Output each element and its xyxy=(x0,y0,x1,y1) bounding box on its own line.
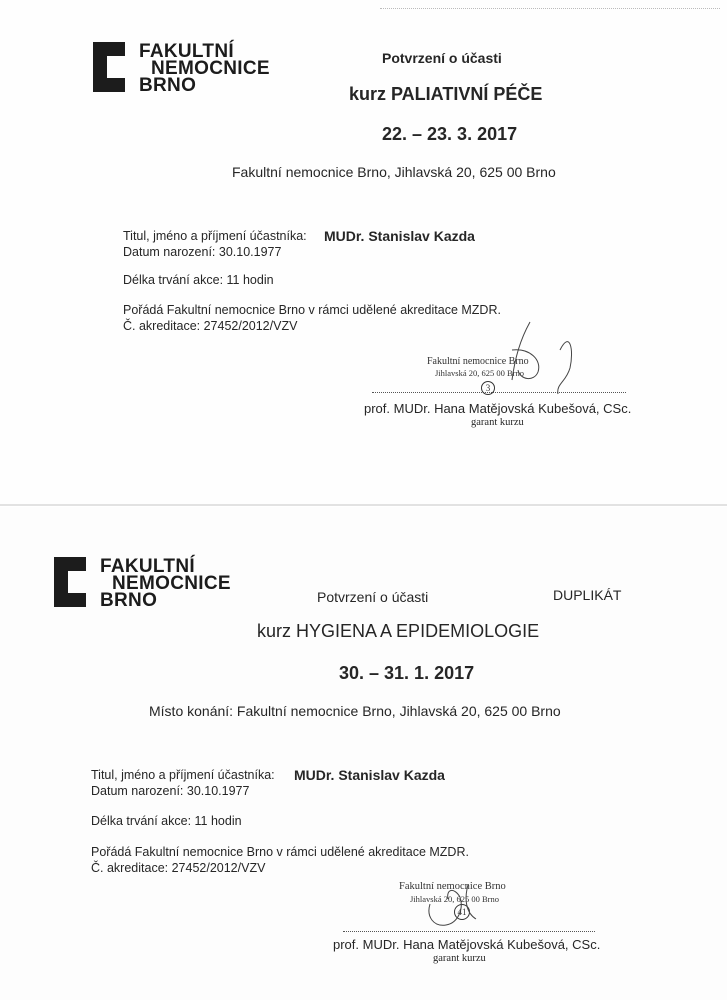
scan-edge-dots xyxy=(380,8,720,9)
participant-label: Titul, jméno a příjmení účastníka: xyxy=(91,768,275,782)
logo-line-3: BRNO xyxy=(100,590,158,611)
logo-line-3: BRNO xyxy=(139,75,197,96)
stamp-line-2: Jihlavská 20, 625 00 Brno xyxy=(410,894,500,904)
signature-mark xyxy=(420,879,490,931)
guarantor-role: garant kurzu xyxy=(471,417,524,428)
confirmation-title: Potvrzení o účasti xyxy=(317,589,429,605)
course-duration: Délka trvání akce: 11 hodin xyxy=(123,273,274,287)
logo-line-1: FAKULTNÍ xyxy=(100,556,195,577)
logo-notch xyxy=(107,56,125,78)
fn-brno-logo xyxy=(54,557,264,609)
participant-label: Titul, jméno a příjmení účastníka: xyxy=(123,229,307,243)
course-dates: 30. – 31. 1. 2017 xyxy=(339,663,475,683)
organizer-note: Pořádá Fakultní nemocnice Brno v rámci udělené akreditace MZDR. xyxy=(91,845,469,859)
logo-line-2: NEMOCNICE xyxy=(151,58,270,79)
guarantor-name: prof. MUDr. Hana Matějovská Kubešová, CSc. xyxy=(364,401,632,416)
organizer-note: Pořádá Fakultní nemocnice Brno v rámci udělené akreditace MZDR. xyxy=(123,303,501,317)
accreditation-number: Č. akreditace: 27452/2012/VZV xyxy=(91,861,266,875)
duplicate-mark: DUPLIKÁT xyxy=(553,587,622,603)
signature-dotted-line xyxy=(343,931,595,932)
stamp-number: 3 xyxy=(481,381,495,395)
course-venue: Místo konání: Fakultní nemocnice Brno, Jihlavská 20, 625 00 Brno xyxy=(149,703,561,719)
guarantor-name: prof. MUDr. Hana Matějovská Kubešová, CSc. xyxy=(333,937,601,952)
course-duration: Délka trvání akce: 11 hodin xyxy=(91,814,242,828)
stamp-line-2: Jihlavská 20, 625 00 Brno xyxy=(435,368,525,378)
participant-name: MUDr. Stanislav Kazda xyxy=(294,767,445,783)
logo-notch xyxy=(68,571,86,593)
accreditation-number: Č. akreditace: 27452/2012/VZV xyxy=(123,319,298,333)
course-name: kurz HYGIENA A EPIDEMIOLOGIE xyxy=(257,621,540,641)
course-venue: Fakultní nemocnice Brno, Jihlavská 20, 625 00 Brno xyxy=(232,164,556,180)
course-dates: 22. – 23. 3. 2017 xyxy=(382,124,518,144)
page-divider xyxy=(0,504,727,506)
confirmation-title: Potvrzení o účasti xyxy=(382,50,502,66)
stamp-number: 41 xyxy=(454,904,470,920)
guarantor-role: garant kurzu xyxy=(433,953,486,964)
birth-date: Datum narození: 30.10.1977 xyxy=(123,245,282,259)
participant-name: MUDr. Stanislav Kazda xyxy=(324,228,475,244)
birth-date: Datum narození: 30.10.1977 xyxy=(91,784,250,798)
stamp-line-1: Fakultní nemocnice Brno xyxy=(399,881,506,892)
fn-brno-logo xyxy=(93,42,303,94)
certificate-hygiena-epidemiologie xyxy=(0,507,727,1000)
logo-line-2: NEMOCNICE xyxy=(112,573,231,594)
stamp-line-1: Fakultní nemocnice Brno xyxy=(427,356,529,367)
signature-mark xyxy=(500,320,590,400)
logo-line-1: FAKULTNÍ xyxy=(139,41,234,62)
course-name: kurz PALIATIVNÍ PÉČE xyxy=(349,84,543,104)
